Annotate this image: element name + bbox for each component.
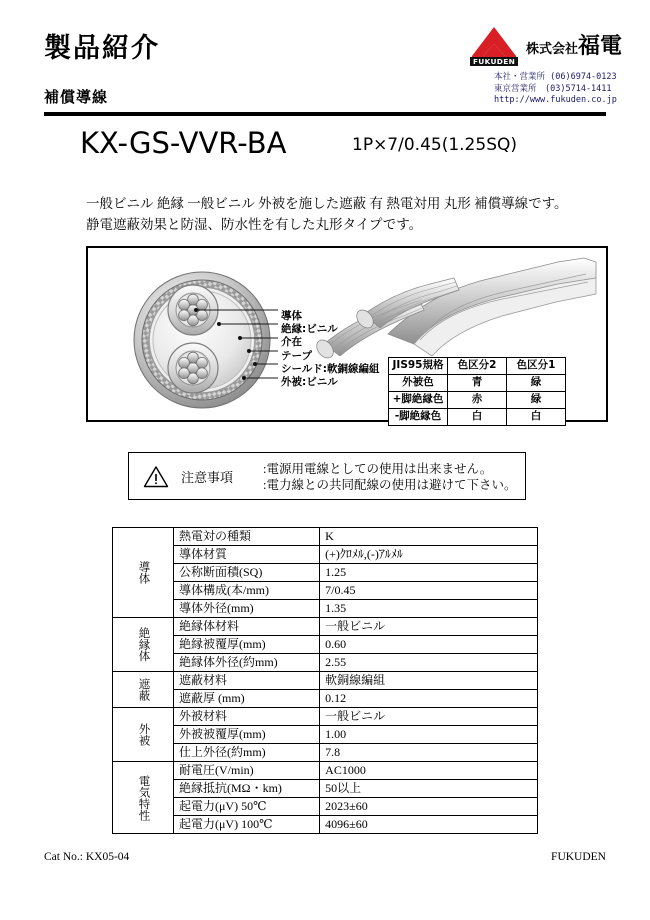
spec-row (113, 636, 538, 654)
spec-row (113, 564, 538, 582)
spec-value: 2.55 (320, 654, 538, 672)
callout-conductor: 導体 (281, 310, 302, 322)
spec-value: 1.25 (320, 564, 538, 582)
spec-label: 絶縁体外径(約mm) (174, 654, 320, 672)
spec-value: 4096±60 (320, 816, 538, 834)
header-divider (44, 112, 606, 116)
jis-header-standard: JIS95規格 (389, 358, 448, 375)
spec-group-shield: 遮蔽 (113, 672, 174, 708)
cross-section-circle (134, 272, 270, 408)
spec-row (113, 672, 538, 690)
caution-line-2: :電力線との共同配線の使用は避けて下さい。 (263, 478, 517, 492)
fukuden-logo-icon (466, 26, 522, 70)
jis-row-minus-leg-class2: 白 (448, 409, 507, 426)
jis-row-jacket-label: 外被色 (389, 375, 448, 392)
jis-header-color-class-2: 色区分2 (448, 358, 507, 375)
callout-filler: 介在 (281, 336, 302, 349)
description-line-2: 静電遮蔽効果と防湿、防水性を有した丸形タイプです。 (86, 217, 423, 232)
company-name (526, 29, 622, 60)
spec-label: 耐電圧(V/min) (174, 762, 320, 780)
spec-label: 公称断面積(SQ) (174, 564, 320, 582)
cable-callout-labels (281, 310, 380, 389)
jis-row-jacket-class2: 青 (448, 375, 507, 392)
specification-table (112, 527, 538, 834)
spec-label: 絶縁抵抗(MΩ・km) (174, 780, 320, 798)
spec-label: 導体材質 (174, 546, 320, 564)
svg-text:FUKUDEN: FUKUDEN (472, 57, 516, 67)
spec-row (113, 582, 538, 600)
company-name-main: 福電 (578, 34, 623, 59)
insulated-conductor-bottom (168, 343, 218, 393)
spec-label: 導体構成(本/mm) (174, 582, 320, 600)
spec-value: 2023±60 (320, 798, 538, 816)
product-model-number: KX-GS-VVR-BA (80, 126, 287, 160)
spec-row (113, 618, 538, 636)
spec-group-conductor: 導体 (113, 528, 174, 618)
jis-row-minus-leg-label: -脚絶縁色 (389, 409, 448, 426)
spec-label: 仕上外径(約mm) (174, 744, 320, 762)
spec-value: 7/0.45 (320, 582, 538, 600)
product-category-label: 補償導線 (44, 88, 109, 106)
spec-row (113, 654, 538, 672)
spec-label: 絶縁被覆厚(mm) (174, 636, 320, 654)
callout-tape: テープ (281, 349, 312, 362)
company-logo-block (466, 26, 623, 108)
caution-text (263, 461, 516, 493)
spec-row (113, 528, 538, 546)
spec-label: 起電力(μV) 50℃ (174, 798, 320, 816)
footer-brand: FUKUDEN (551, 851, 606, 863)
product-heading (80, 126, 600, 166)
spec-value: K (320, 528, 538, 546)
jis-row-plus-leg-label: +脚絶縁色 (389, 392, 448, 409)
spec-label: 外被材料 (174, 708, 320, 726)
spec-value: 1.35 (320, 600, 538, 618)
jis-table-row (389, 409, 566, 426)
spec-label: 導体外径(mm) (174, 600, 320, 618)
callout-jacket: 外被:ビニル (281, 376, 338, 389)
contact-line-website[interactable]: http://www.fukuden.co.jp (494, 95, 617, 105)
jis-header-color-class-1: 色区分1 (507, 358, 566, 375)
jis-row-jacket-class1: 緑 (507, 375, 566, 392)
spec-label: 遮蔽材料 (174, 672, 320, 690)
spec-label: 遮蔽厚 (mm) (174, 690, 320, 708)
spec-value: (+)ｸﾛﾒﾙ,(-)ｱﾙﾒﾙ (320, 546, 538, 564)
catalog-number: Cat No.: KX05-04 (44, 851, 130, 863)
spec-row (113, 690, 538, 708)
warning-triangle-icon (143, 465, 169, 488)
spec-group-electrical: 電気特性 (113, 762, 174, 834)
spec-label: 外被被覆厚(mm) (174, 726, 320, 744)
spec-row (113, 780, 538, 798)
spec-value: 1.00 (320, 726, 538, 744)
caution-label: 注意事項 (181, 470, 234, 485)
spec-value: 一般ビニル (320, 618, 538, 636)
spec-row (113, 600, 538, 618)
spec-row (113, 726, 538, 744)
contact-line-head-office: 本社・営業所 (06)6974-0123 (494, 72, 617, 82)
product-construction-spec: 1P×7/0.45(1.25SQ) (352, 135, 517, 155)
company-logo-row (466, 26, 623, 70)
spec-row (113, 708, 538, 726)
jis-table-header-row (389, 358, 566, 375)
spec-value: 0.60 (320, 636, 538, 654)
jis-color-table (388, 357, 566, 426)
jis-table-row (389, 375, 566, 392)
description-line-1: 一般ビニル 絶縁 一般ビニル 外被を施した遮蔽 有 熱電対用 丸形 補償導線です。 (86, 196, 568, 211)
contact-line-tokyo-office: 東京営業所 (03)5714-1411 (494, 83, 612, 94)
jis-row-plus-leg-class2: 赤 (448, 392, 507, 409)
spec-row (113, 744, 538, 762)
spec-label: 絶縁体材料 (174, 618, 320, 636)
jis-row-plus-leg-class1: 緑 (507, 392, 566, 409)
page-title: 製品紹介 (44, 33, 160, 64)
spec-group-jacket: 外被 (113, 708, 174, 762)
spec-label: 熱電対の種類 (174, 528, 320, 546)
jis-table-row (389, 392, 566, 409)
caution-line-1: :電源用電線としての使用は出来ません。 (263, 462, 493, 476)
spec-value: 50以上 (320, 780, 538, 798)
spec-label: 起電力(μV) 100℃ (174, 816, 320, 834)
spec-group-insulation: 絶縁体 (113, 618, 174, 672)
spec-row (113, 798, 538, 816)
spec-value: AC1000 (320, 762, 538, 780)
spec-row (113, 762, 538, 780)
callout-insulation: 絶縁:ビニル (281, 323, 338, 336)
jis-row-minus-leg-class1: 白 (507, 409, 566, 426)
spec-value: 0.12 (320, 690, 538, 708)
spec-value: 7.8 (320, 744, 538, 762)
caution-notice (128, 452, 526, 500)
product-description (86, 193, 606, 235)
company-name-prefix: 株式会社 (526, 42, 579, 57)
spec-value: 軟銅線編組 (320, 672, 538, 690)
callout-shield: シールド:軟銅線編組 (281, 362, 380, 375)
company-contact (494, 72, 617, 107)
spec-row (113, 546, 538, 564)
spec-value: 一般ビニル (320, 708, 538, 726)
spec-row (113, 816, 538, 834)
